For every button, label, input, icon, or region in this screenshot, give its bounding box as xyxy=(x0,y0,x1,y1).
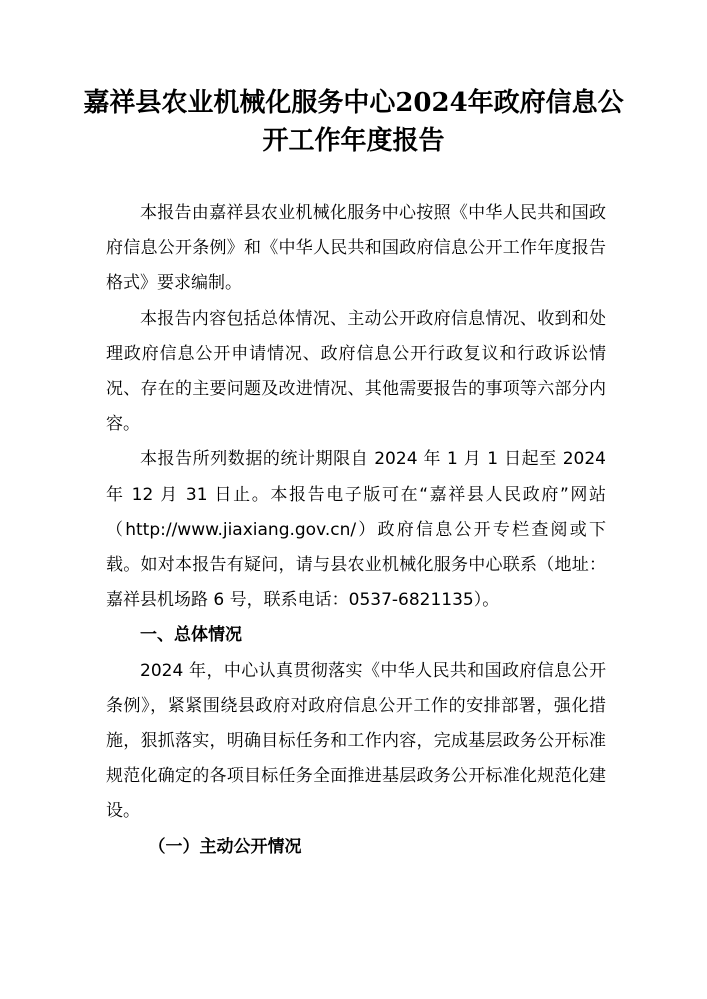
intro-paragraph-3: 本报告所列数据的统计期限自 2024 年 1 月 1 日起至 2024 年 12 月 31 日止。本报告电子版可在“嘉祥县人民政府”网站（http://www.jiaxiang.gov.cn/）政府信息公开专栏查阅或下载。如对本报告有疑问，请与县农业机械化服务中心联系（地址：嘉祥县机场路 6 号，联系电话：0537-6821135）。 xyxy=(106,449,606,611)
intro-paragraph-2: 本报告内容包括总体情况、主动公开政府信息情况、收到和处理政府信息公开申请情况、政府信息公开行政复议和行政诉讼情况、存在的主要问题及改进情况、其他需要报告的事项等六部分内容。 xyxy=(106,308,606,435)
section-heading-overview: 一、总体情况 xyxy=(140,625,242,646)
document-title: 嘉祥县农业机械化服务中心2024年政府信息公开工作年度报告 xyxy=(83,88,624,156)
overview-paragraph: 2024 年，中心认真贯彻落实《中华人民共和国政府信息公开条例》，紧紧围绕县政府对政府信息公开工作的安排部署，强化措施，狠抓落实，明确目标任务和工作内容，完成基层政务公开标准规范化确定的各项目标任务全面推进基层政务公开标准化规范化建设。 xyxy=(106,660,606,822)
intro-paragraph-1: 本报告由嘉祥县农业机械化服务中心按照《中华人民共和国政府信息公开条例》和《中华人民共和国政府信息公开工作年度报告格式》要求编制。 xyxy=(106,203,606,294)
document-body xyxy=(106,196,606,865)
subsection-heading-proactive-disclosure: （一）主动公开情况 xyxy=(148,836,302,857)
